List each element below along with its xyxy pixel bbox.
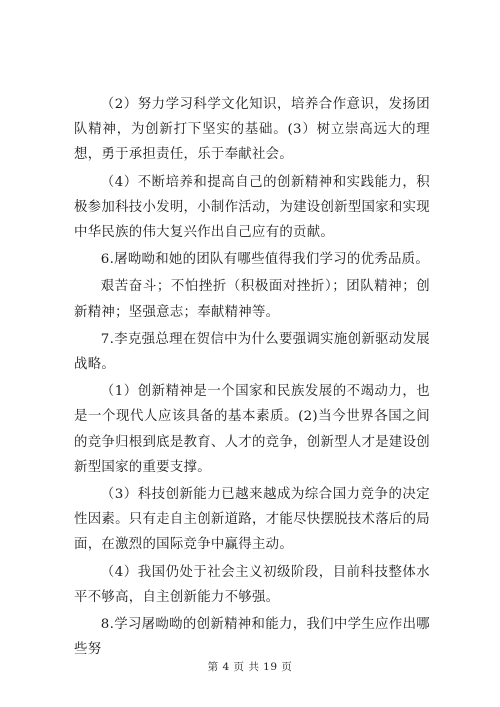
page-footer: 第 4 页 共 19 页 <box>207 661 293 673</box>
answer-7-3: （3）科技创新能力已越来越成为综合国力竞争的决定性因素。只有走自主创新道路，才能尽快摆脱技术落后的局面，在激烈的国际竞争中赢得主动。 <box>74 487 430 553</box>
answer-7-4: （4）我国仍处于社会主义初级阶段，目前科技整体水平不够高，自主创新能力不够强。 <box>74 564 430 605</box>
page-body <box>74 92 430 664</box>
answer-7-1-2: （1）创新精神是一个国家和民族发展的不竭动力，也是一个现代人应该具备的基本素质。(2)当今世界各国之间的竞争归根到底是教育、人才的竞争，创新型人才是建设创新型国家的重要支撑。 <box>74 384 430 475</box>
answer-6: 艰苦奋斗；不怕挫折（积极面对挫折）；团队精神；创新精神；坚强意志；奉献精神等。 <box>74 279 430 320</box>
paragraph-answer-2-3: （2）努力学习科学文化知识，培养合作意识，发扬团队精神，为创新打下坚实的基础。(3）树立崇高远大的理想，勇于承担责任，乐于奉献社会。 <box>74 97 430 163</box>
paragraph-answer-4: （4）不断培养和提高自己的创新精神和实践能力，积极参加科技小发明，小制作活动，为建设创新型国家和实现中华民族的伟大复兴作出自己应有的贡献。 <box>74 174 430 241</box>
question-6: 6.屠呦呦和她的团队有哪些值得我们学习的优秀品质。 <box>100 252 430 268</box>
question-8: 8.学习屠呦呦的创新精神和能力，我们中学生应作出哪些努 <box>74 617 430 658</box>
question-7: 7.李克强总理在贺信中为什么要强调实施创新驱动发展战略。 <box>74 331 430 373</box>
